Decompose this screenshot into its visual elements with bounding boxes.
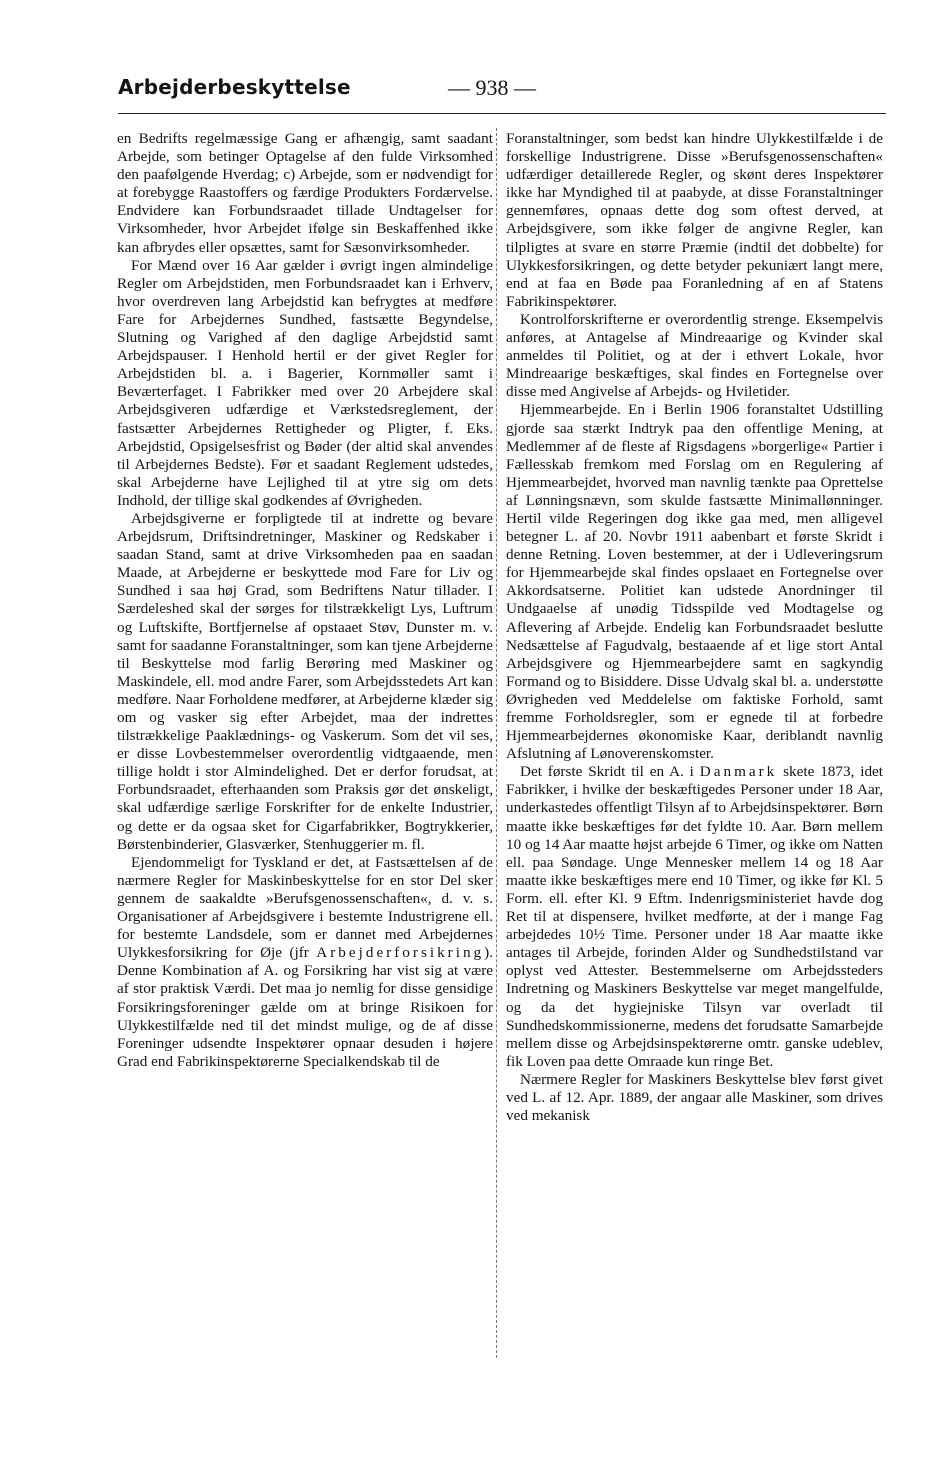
- paragraph: Nærmere Regler for Maskiners Beskyttelse blev først givet ved L. af 12. Apr. 1889, der angaar alle Maskiner, som drives ved mekanisk: [506, 1070, 883, 1125]
- left-column: [117, 130, 493, 1365]
- paragraph: Foranstaltninger, som bedst kan hindre Ulykkestilfælde i de forskellige Industrigrene. Disse »Berufsgenossenschaften« udfærdiger detaillerede Regler, og skønt deres Inspektører ikke har Myndighed til at paabyde, at disse Foranstaltninger gennemføres, opnaas dette dog som oftest derved, at Arbejdsgivere, som ikke følger de angivne Regler, kan tilpligtes at svare en større Præmie (indtil det dobbelte) for Ulykkesforsikringen, og dette betyder pekuniært langt mere, end at faa en Bøde paa Foranledning af en af Statens Fabrikinspektører.: [506, 130, 883, 310]
- right-column: [506, 130, 883, 1365]
- running-head: Arbejderbeskyttelse: [118, 75, 351, 99]
- paragraph-text: Ejendommeligt for Tyskland er det, at Fastsættelsen af de nærmere Regler for Maskinbeskyttelse for en stor Del sker gennem de saakaldte »Berufsgenossenschaften«, d. v. s. Organisationer af Arbejdsgivere i bestemte Industrigrene ell. for bestemte Landsdele, som er dannet med Arbejdernes Ulykkesforsikring for Øje (jfr: [117, 853, 493, 962]
- paragraph: Hjemmearbejde. En i Berlin 1906 foranstaltet Udstilling gjorde saa stærkt Indtryk paa den offentlige Mening, at Medlemmer af de fleste af Rigsdagens »borgerlige« Partier i Fællesskab fremkom med Forslag om en Regulering af Hjemmearbejdet, hvorved man navnlig tænkte paa Oprettelse af Lønningsnævn, som skulde fastsætte Minimallønninger. Hertil vilde Regeringen dog ikke gaa med, men alligevel betegner L. af 20. Novbr 1911 aabenbart et første Skridt i denne Retning. Loven bestemmer, at der i Udleveringsrum for Hjemmearbejde skal findes opslaaet en Fortegnelse over Akkordsatserne. Politiet kan udstede Anordninger til Undgaaelse af unødig Tidsspilde ved Modtagelse og Aflevering af Arbejde. Endelig kan Forbundsraadet beslutte Nedsættelse af Fagudvalg, bestaaende af et lige stort Antal Arbejdsgivere og Hjemmearbejdere samt en sagkyndig Formand og to Bisiddere. Disse Udvalg skal bl. a. understøtte Øvrigheden ved Meddelelse om faktiske Forhold, samt fremme Forholdsregler, som er egnede til at forbedre Hjemmearbejdernes økonomiske Kaar, deriblandt navnlig Afslutning af Lønoverenskomster.: [506, 401, 883, 763]
- page-header: [118, 75, 888, 109]
- paragraph-text: Det første Skridt til en A. i: [520, 763, 700, 781]
- header-rule: [118, 113, 886, 114]
- paragraph: en Bedrifts regelmæssige Gang er afhængig, samt saadant Arbejde, som betinger Optagelse af den fulde Virksomhed den paafølgende Hverdag; c) Arbejde, som er nødvendigt for at forebygge Raastoffers og færdige Produkters Fordærvelse. Endvidere kan Forbundsraadet tillade Undtagelser for Virksomheder, hvor Arbejdet ifølge sin Beskaffenhed ikke kan afbrydes eller opsættes, samt for Sæsonvirksomheder.: [117, 130, 493, 256]
- paragraph: Arbejdsgiverne er forpligtede til at indrette og bevare Arbejdsrum, Driftsindretninger, Maskiner og Redskaber i saadan Stand, samt at drive Virksomheden paa en saadan Maade, at Arbejderne er beskyttede mod Fare for Liv og Sundhed i saa høj Grad, som Bedriftens Natur tillader. I Særdeleshed skal der sørges for tilstrækkeligt Lys, Luftrum og Luftskifte, Bortfjernelse af opstaaet Støv, Dunster m. v. samt for saadanne Foranstaltninger, som kan tjene Arbejderne til Beskyttelse mod farlig Berøring med Maskiner og Maskindele, ell. mod andre Farer, som Arbejdsstedets Art kan medføre. Naar Forholdene medfører, at Arbejderne klæder sig om og vasker sig efter Arbejdet, maa der indrettes tilstrækkelige Paaklædnings- og Vaskerum. Som det vil ses, er disse Lovbestemmelser overordentlig vidtgaaende, men tillige holdt i stor Almindelighed. Det er derfor forudsat, at Forbundsraadet, efterhaanden som Praksis gør det ønskeligt, skal udfærdige særlige Forskrifter for de enkelte Industrier, og dette er da ogsaa sket for Cigarfabrikker, Bogtrykkerier, Børstenbinderier, Glasværker, Stenhuggerier m. fl.: [117, 509, 493, 853]
- paragraph: For Mænd over 16 Aar gælder i øvrigt ingen almindelige Regler om Arbejdstiden, men Forbundsraadet kan i Erhverv, hvor overdreven lang Arbejdstid kan befrygtes at medføre Fare for Arbejdernes Sundhed, fastsætte Begyndelse, Slutning og Varighed af den daglige Arbejdstid samt Arbejdspauser. I Henhold hertil er der givet Regler for Arbejdstiden bl. a. i Bagerier, Kornmøller samt i Beværterfaget. I Fabrikker med over 20 Arbejdere skal Arbejdsgiveren udfærdige et Værkstedsreglement, der fastsætter Arbejdernes Rettigheder og Pligter, f. Eks. Arbejdstid, Opsigelsesfrist og Bøder (der altid skal anvendes til Arbejdernes Bedste). Før et saadant Reglement udstedes, skal Arbejderne have Lejlighed til at ytre sig om dets Indhold, der tillige skal godkendes af Øvrigheden.: [117, 256, 493, 509]
- paragraph-text: ). Denne Kombination af A. og Forsikring har vist sig at være af stor praktisk Værdi. Det maa jo nemlig for disse gensidige Forsikringsforeninger gælde om at bringe Risikoen for Ulykkestilfælde ned til det mindst mulige, og de af disse Foreninger udsendte Inspektører opnaar desuden i højere Grad end Fabrikinspektørerne Specialkendskab til de: [117, 944, 493, 1070]
- paragraph: [117, 854, 493, 1071]
- paragraph-text: skete 1873, idet Fabrikker, i hvilke der beskæftigedes Personer under 18 Aar, underkastedes offentligt Tilsyn af to Arbejdsinspektører. Børn maatte ikke beskæftiges før det fyldte 10. Aar. Børn mellem 10 og 14 Aar maatte højst arbejde 6 Timer, og ikke om Natten ell. paa Søndage. Unge Mennesker mellem 14 og 18 Aar maatte ikke beskæftiges mere end 10 Timer, og ikke før Kl. 5 Form. ell. efter Kl. 9 Eftm. Indenrigsministeriet havde dog Ret til at dispensere, hvilket medførte, at der i mange Fag arbejdedes 10½ Time. Personer under 18 Aar maatte ikke antages til Arbejde, forinden Alder og Sundhedstilstand var oplyst ved Attester. Bestemmelserne om Arbejdssteders Indretning og Maskiners Beskyttelse var meget mangelfulde, og da det hygiejniske Tilsyn var overladt til Sundhedskommissionerne, medens det forudsatte Samarbejde mellem disse og Arbejdsinspektørerne omtr. ganske udeblev, fik Loven paa dette Omraade kun ringe Bet.: [506, 763, 883, 1070]
- column-divider: [496, 128, 497, 1358]
- cross-reference: Arbejderforsikring: [316, 944, 485, 962]
- country-name: Danmark: [699, 763, 778, 781]
- paragraph: Kontrolforskrifterne er overordentlig strenge. Eksempelvis anføres, at Antagelse af Mindreaarige og Kvinder skal anmeldes til Politiet, og at der i ethvert Lokale, hvor Mindreaarige beskæftiges, skal findes en Fortegnelse over disse med Angivelse af Arbejds- og Hviletider.: [506, 310, 883, 401]
- paragraph: [506, 763, 883, 1071]
- page-number: — 938 —: [448, 75, 536, 100]
